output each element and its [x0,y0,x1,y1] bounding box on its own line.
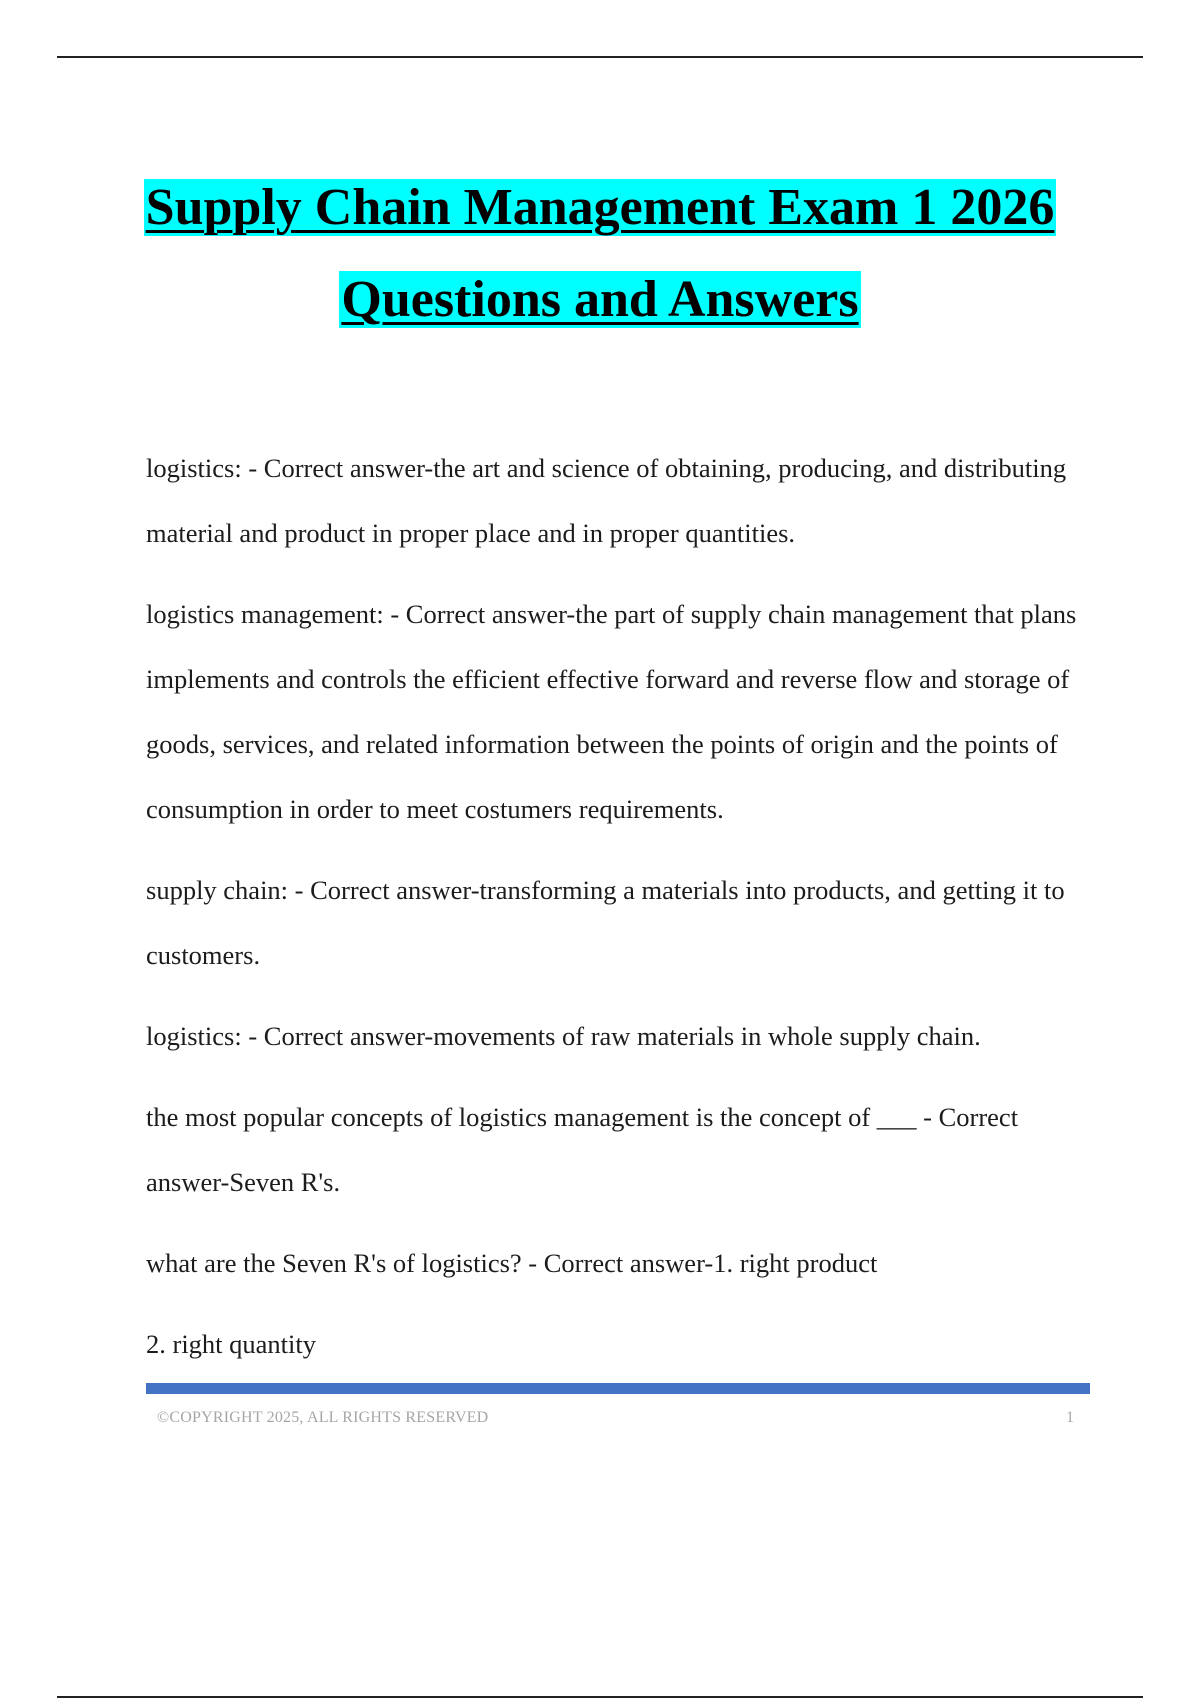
title-line-2 [0,268,1200,332]
qa-entry: logistics: - Correct answer-the art and science of obtaining, producing, and distributing material and product in proper place and in proper quantities. [146,453,1067,548]
qa-content [146,436,1090,1393]
title-line-1 [0,176,1200,240]
title-text-1: Supply Chain Management Exam 1 2026 [145,179,1055,236]
top-rule [57,56,1143,58]
footer-copyright: ©COPYRIGHT 2025, ALL RIGHTS RESERVED [157,1409,489,1426]
qa-entry: the most popular concepts of logistics management is the concept of ___ - Correct answer-Seven R's. [146,1102,1019,1197]
qa-entry: logistics management: - Correct answer-the part of supply chain management that plans implements and controls the efficient effective forward and reverse flow and storage of goods, services, and related information between the points of origin and the points of consumption in order to meet costumers requirements. [146,599,1077,824]
qa-entry: what are the Seven R's of logistics? - Correct answer-1. right product [146,1248,878,1278]
page-number: 1 [1066,1409,1074,1426]
qa-entry: logistics: - Correct answer-movements of raw materials in whole supply chain. [146,1021,981,1051]
qa-entry: supply chain: - Correct answer-transforming a materials into products, and getting it to customers. [146,875,1065,970]
qa-entry: 2. right quantity [146,1329,317,1359]
bottom-rule [57,1696,1143,1698]
title-text-2: Questions and Answers [341,271,859,328]
footer-bar [146,1383,1090,1394]
document-title [0,176,1200,332]
